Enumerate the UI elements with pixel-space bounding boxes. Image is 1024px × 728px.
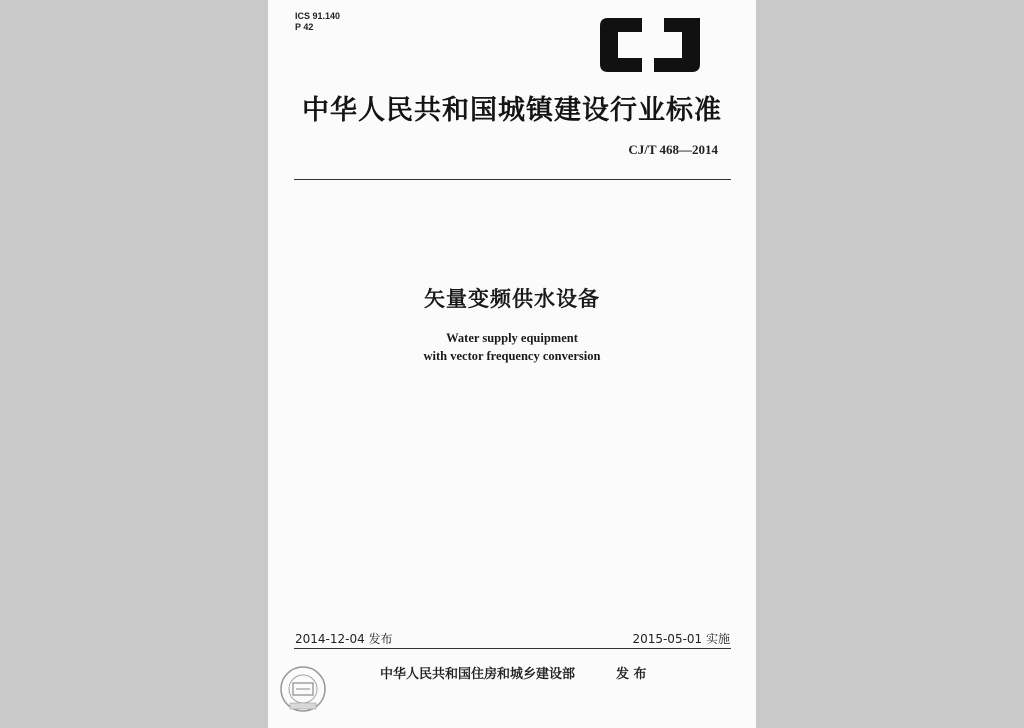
ics-code: ICS 91.140 bbox=[295, 11, 341, 21]
seal-stamp-icon bbox=[278, 663, 328, 715]
organization-title: 中华人民共和国城镇建设行业标准 bbox=[302, 95, 722, 126]
title-english bbox=[268, 329, 756, 365]
publisher: 中华人民共和国住房和城乡建设部 bbox=[380, 667, 576, 682]
p-code: P 42 bbox=[295, 22, 314, 32]
title-english-line2: with vector frequency conversion bbox=[423, 349, 601, 363]
title-english-line1: Water supply equipment bbox=[446, 331, 578, 345]
bottom-divider bbox=[294, 648, 731, 649]
document-page bbox=[268, 0, 756, 728]
top-divider bbox=[294, 179, 731, 180]
publish-label: 发 布 bbox=[616, 667, 647, 682]
title-chinese: 矢量变频供水设备 bbox=[424, 287, 600, 311]
classification-codes bbox=[295, 11, 340, 33]
issue-date: 2014-12-04 发布 bbox=[295, 632, 393, 646]
cj-logo bbox=[598, 16, 702, 74]
standard-number: CJ/T 468—2014 bbox=[628, 142, 718, 157]
effective-date: 2015-05-01 实施 bbox=[632, 632, 730, 646]
